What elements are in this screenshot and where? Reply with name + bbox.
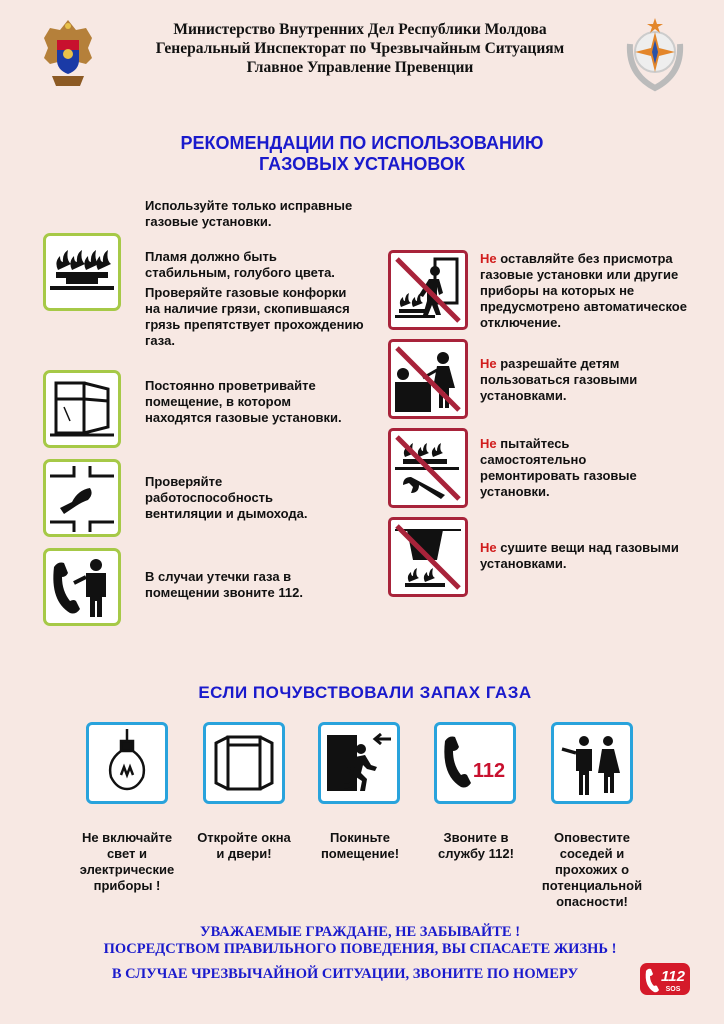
prohibition-self-repair: Не пытайтесь самостоятельно ремонтировать газовые установки. <box>480 436 637 499</box>
logo-sos-text: SOS <box>665 986 681 993</box>
page-title-line1: РЕКОМЕНДАЦИИ ПО ИСПОЛЬЗОВАНИЮ <box>180 133 544 153</box>
chimney-check-icon <box>43 459 121 537</box>
recommendation-call-112: В случаи утечки газа в помещении звоните 112. <box>145 569 303 600</box>
footer-line3: В СЛУЧАЕ ЧРЕЗВЫЧАЙНОЙ СИТУАЦИИ, ЗВОНИТЕ ПО НОМЕРУ <box>111 966 579 982</box>
action-open-windows: Откройте окна и двери! <box>197 830 291 861</box>
warn-neighbors-icon <box>551 722 633 804</box>
no-children-icon <box>388 339 468 419</box>
prohibition-children: Не разрешайте детям пользоваться газовыми установками. <box>480 356 638 403</box>
recommendation-use-serviceable: Используйте только исправные газовые установки. <box>145 198 353 229</box>
emergency-service-emblem-icon <box>622 14 688 94</box>
header-ministry: Министерство Внутренних Дел Республики Молдова <box>173 21 547 38</box>
no-unattended-icon <box>388 250 468 330</box>
light-bulb-icon <box>86 722 168 804</box>
phone-call-icon <box>43 548 121 626</box>
page-title-line2: ГАЗОВЫХ УСТАНОВОК <box>259 154 465 174</box>
smell-gas-heading: ЕСЛИ ПОЧУВСТВОВАЛИ ЗАПАХ ГАЗА <box>198 683 532 702</box>
action-leave-room: Покиньте помещение! <box>320 830 400 861</box>
footer-line2: ПОСРЕДСТВОМ ПРАВИЛЬНОГО ПОВЕДЕНИЯ, ВЫ СПАСАЕТЕ ЖИЗНЬ ! <box>103 941 617 957</box>
exit-room-icon <box>318 722 400 804</box>
recommendation-check-burners: Проверяйте газовые конфорки на наличие грязи, скопившаяся грязь препятствует прохождению газа. <box>145 285 364 348</box>
window-ventilation-icon <box>43 370 121 448</box>
header-department: Главное Управление Превенции <box>246 59 474 76</box>
recommendation-flame-blue: Пламя должно быть стабильным, голубого цвета. <box>145 249 335 280</box>
call-112-icon <box>434 722 516 804</box>
no-self-repair-icon <box>388 428 468 508</box>
footer-line1: УВАЖАЕМЫЕ ГРАЖДАНЕ, НЕ ЗАБЫВАЙТЕ ! <box>199 924 521 940</box>
action-warn-neighbors: Оповестите соседей и прохожих о потенциальной опасности! <box>541 830 643 909</box>
logo-112-text: 112 <box>661 968 685 985</box>
prohibition-unattended: Не оставляйте без присмотра газовые установки или другие приборы на которых не предусмотрено автоматическое отключение. <box>480 251 687 330</box>
prohibition-drying-clothes: Не сушите вещи над газовыми установками. <box>480 540 679 571</box>
action-no-lights: Не включайте свет и электрические приборы ! <box>79 830 175 893</box>
emergency-112-sos-logo <box>640 963 690 995</box>
header-inspectorate: Генеральный Инспекторат по Чрезвычайным Ситуациям <box>155 40 565 57</box>
gas-burner-icon <box>43 233 121 311</box>
no-drying-clothes-icon <box>388 517 468 597</box>
phone-number-112: 112 <box>472 760 506 782</box>
moldova-coat-of-arms-icon <box>40 18 96 92</box>
open-window-icon <box>203 722 285 804</box>
recommendation-check-ventilation: Проверяйте работоспособность вентиляции и дымохода. <box>145 474 308 521</box>
action-call-112: Звоните в службу 112! <box>438 830 514 861</box>
recommendation-ventilate: Постоянно проветривайте помещение, в котором находятся газовые установки. <box>145 378 342 425</box>
